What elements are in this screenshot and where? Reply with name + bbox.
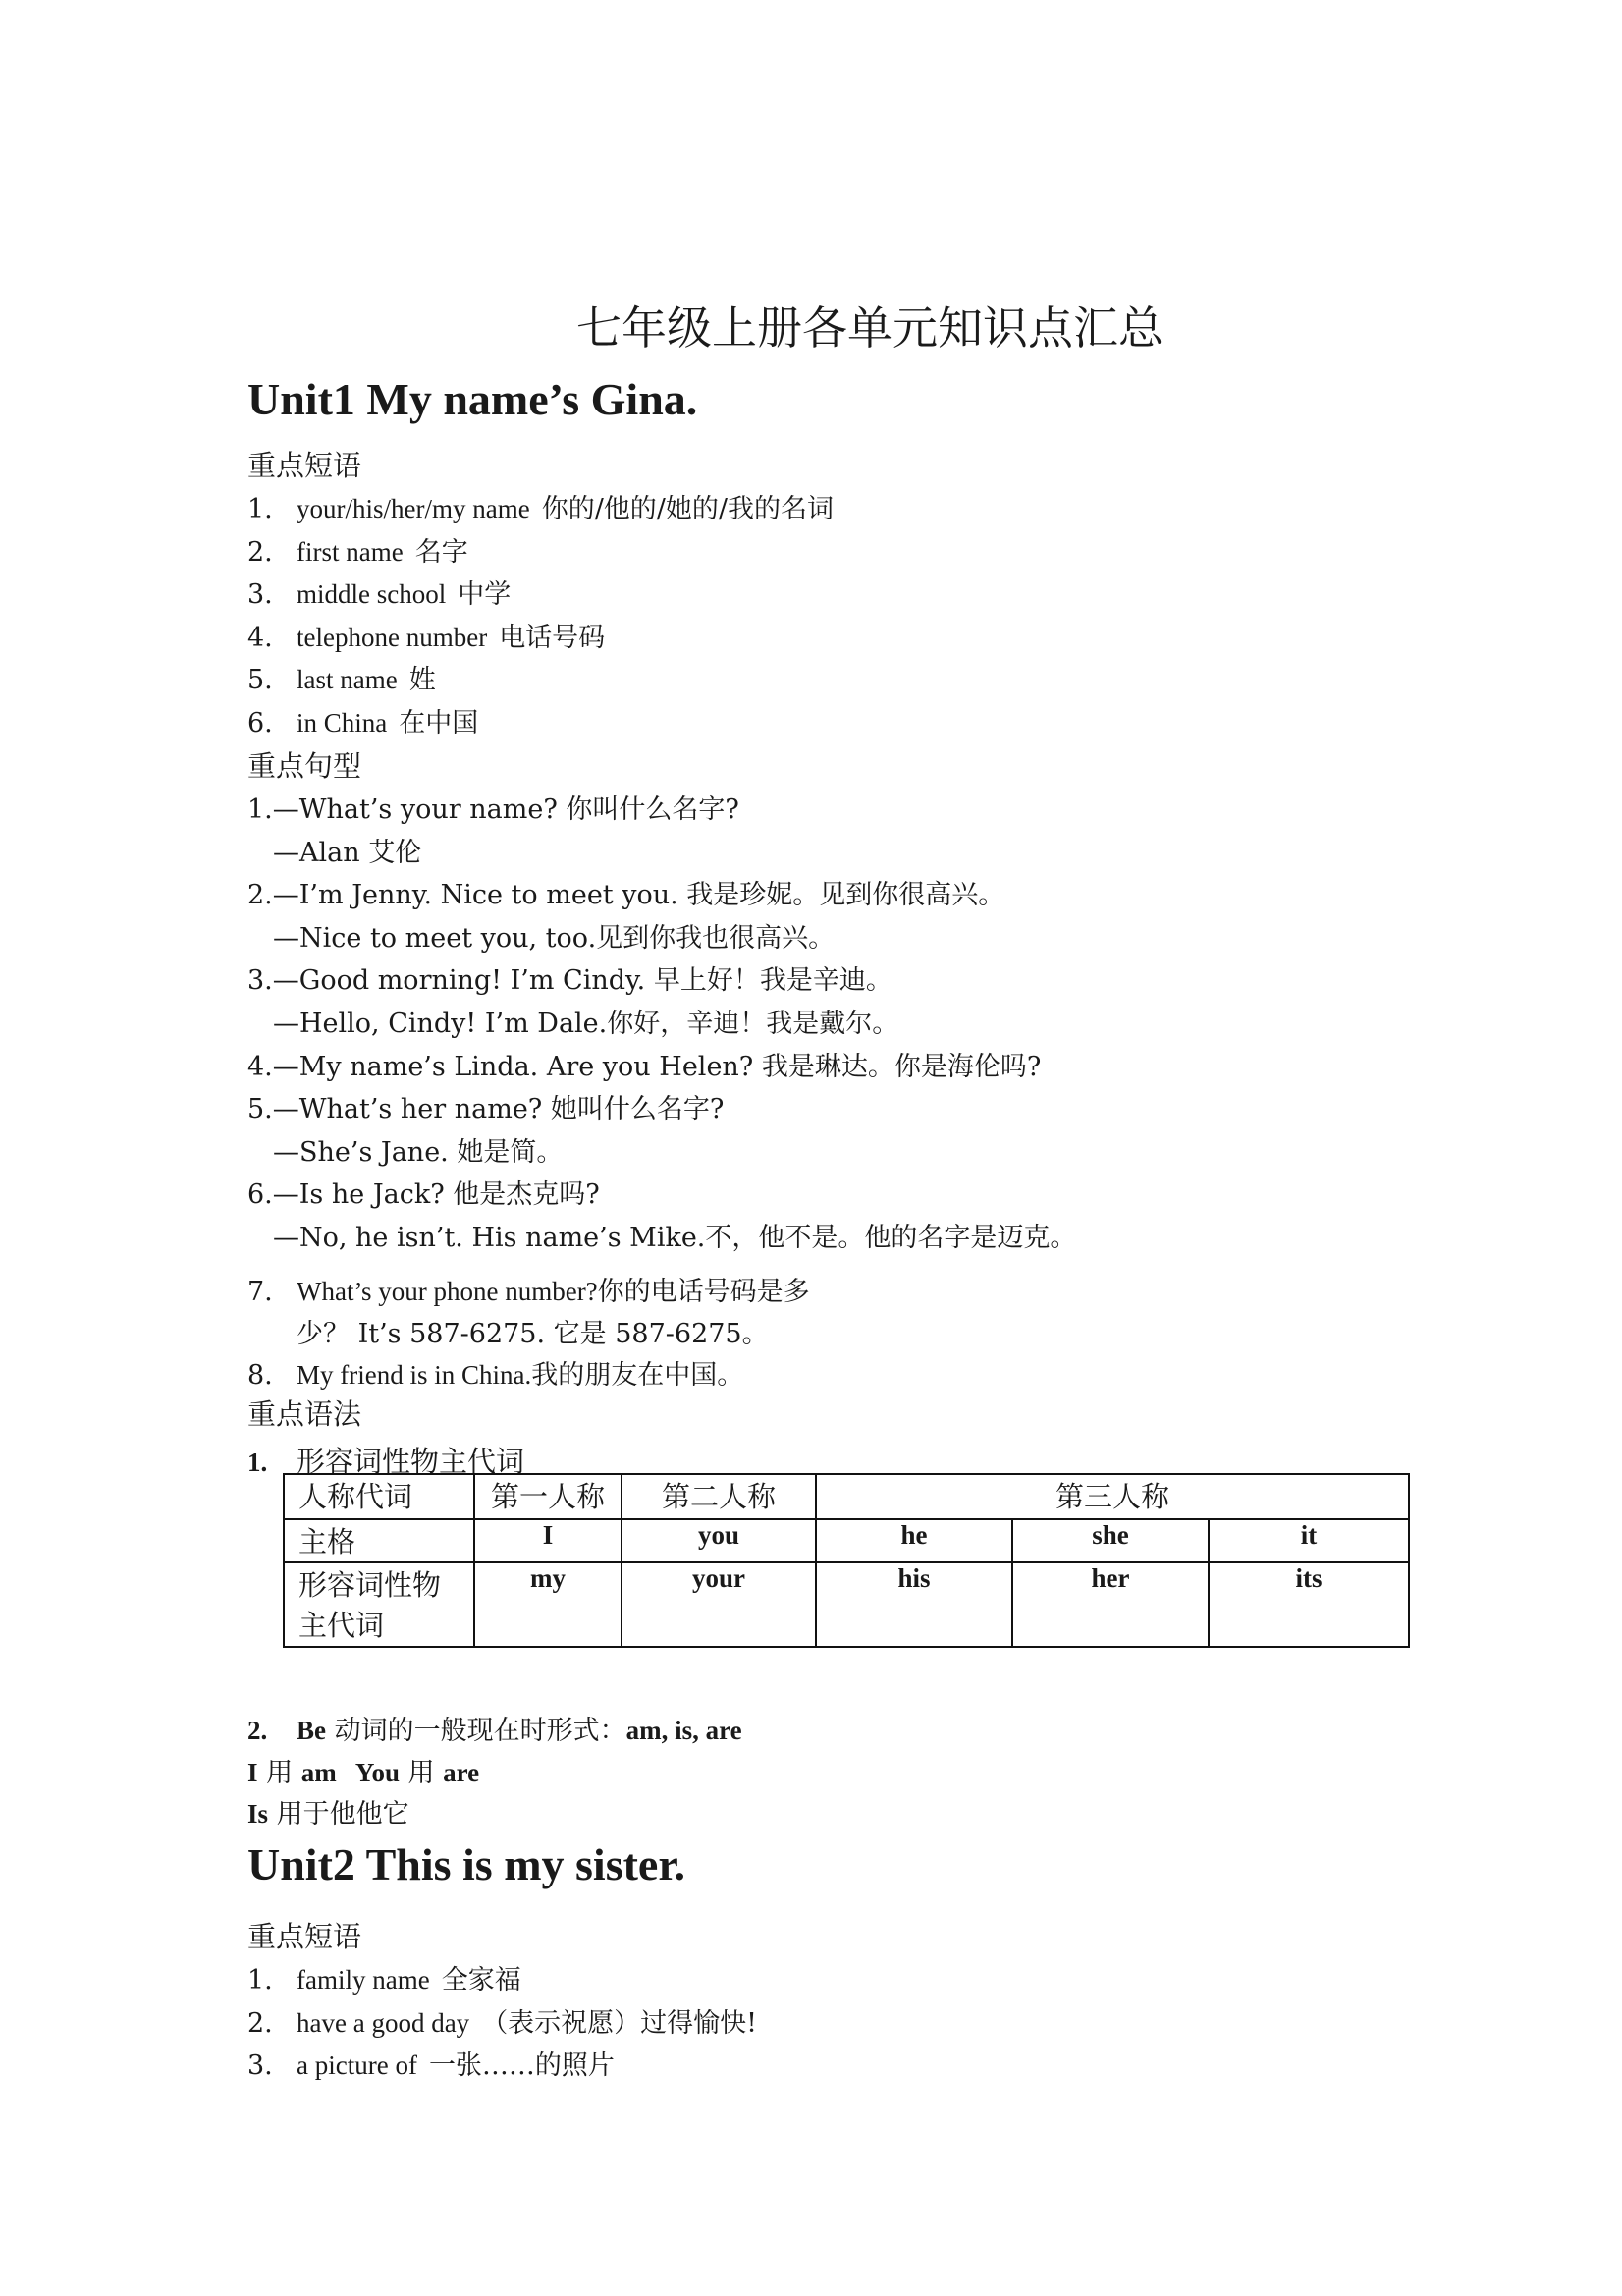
phrase-item	[247, 573, 511, 611]
phrase-item	[247, 487, 834, 525]
table-cell: her	[1012, 1562, 1209, 1647]
phrase-english: have a good day	[297, 2007, 470, 2038]
phrase-chinese: 名字	[414, 536, 468, 568]
phrase-chinese: 中学	[458, 579, 512, 610]
table-cell: your	[622, 1562, 816, 1647]
table-header-cell: 第一人称	[474, 1474, 622, 1519]
phrase-number: 1.	[247, 494, 273, 524]
table-header-cell: 人称代词	[284, 1474, 474, 1519]
phrase-chinese: 一张……的照片	[428, 2050, 615, 2081]
sentence-line: —She’s Jane. 她是简。	[273, 1136, 564, 1168]
table-cell: it	[1209, 1519, 1409, 1562]
rule-run: I	[247, 1758, 258, 1787]
phrase-chinese: （表示祝愿）过得愉快!	[481, 2007, 758, 2039]
row-label-line: 形容词性物	[298, 1568, 442, 1602]
phrase-chinese: 电话号码	[499, 622, 606, 653]
page-title: 七年级上册各单元知识点汇总	[576, 301, 1163, 355]
phrase-item	[247, 616, 605, 654]
rule-run: are	[443, 1758, 480, 1787]
phrase-english: middle school	[297, 579, 447, 609]
phrase-english: telephone number	[297, 622, 488, 652]
unit2-heading: Unit2 This is my sister.	[247, 1839, 686, 1889]
phrase-chinese: 全家福	[441, 1965, 521, 1995]
unit1-phrases-label: 重点短语	[247, 449, 362, 482]
unit1-sentences-label: 重点句型	[247, 749, 362, 783]
pronoun-table	[283, 1473, 1410, 1648]
table-cell: he	[816, 1519, 1012, 1562]
grammar-text: 动词的一般现在时形式：	[334, 1716, 626, 1746]
table-cell: I	[474, 1519, 622, 1562]
phrase-english: your/his/her/my name	[297, 494, 530, 523]
table-header-cell: 第三人称	[816, 1474, 1409, 1519]
unit1-sentence-7	[247, 1270, 810, 1308]
sentence-line: —Nice to meet you, too.见到你我也很高兴。	[273, 922, 836, 954]
phrase-english: a picture of	[297, 2050, 417, 2080]
table-row-label: 主格	[284, 1519, 474, 1562]
sentence-line: 5.—What’s her name? 她叫什么名字?	[247, 1094, 725, 1125]
table-cell: she	[1012, 1519, 1209, 1562]
phrase-number: 1.	[247, 1965, 273, 1995]
sentence-line: 2.—I’m Jenny. Nice to meet you. 我是珍妮。见到你很高兴。	[247, 880, 1005, 911]
phrase-item	[247, 530, 468, 569]
rule-run: You	[336, 1758, 400, 1787]
table-cell: my	[474, 1562, 622, 1647]
sentence-line: —Alan 艾伦	[273, 837, 422, 868]
grammar-number: 1.	[247, 1448, 268, 1477]
phrase-number: 3.	[247, 2050, 273, 2081]
sentence-text: My friend is in China.我的朋友在中国。	[297, 1360, 744, 1390]
sentence-text: What’s your phone number?你的电话号码是多	[297, 1277, 810, 1306]
sentence-number: 7.	[247, 1277, 273, 1307]
sentence-line: —Hello, Cindy! I’m Dale.你好，辛迪！我是戴尔。	[273, 1009, 899, 1039]
sentence-line: 1.—What’s your name? 你叫什么名字?	[247, 794, 739, 825]
unit1-grammar-label: 重点语法	[247, 1397, 362, 1431]
be-rule-1	[247, 1751, 479, 1789]
phrase-english: family name	[297, 1965, 430, 1995]
phrase-english: first name	[297, 536, 404, 567]
phrase-number: 4.	[247, 622, 273, 653]
sentence-line: 3.—Good morning! I’m Cindy. 早上好！我是辛迪。	[247, 965, 892, 997]
sentence-number: 8.	[247, 1360, 273, 1391]
table-row-label	[284, 1562, 474, 1647]
table-cell: his	[816, 1562, 1012, 1647]
phrase-number: 3.	[247, 579, 273, 610]
unit1-sentence-8	[247, 1353, 743, 1392]
phrase-number: 2.	[247, 2007, 273, 2039]
phrase-number: 5.	[247, 665, 273, 695]
phrase-item	[247, 658, 436, 696]
grammar-number: 2.	[247, 1716, 268, 1745]
be-word: Be	[297, 1716, 326, 1745]
phrase-english: last name	[297, 665, 398, 694]
rule-run: 用	[257, 1758, 301, 1788]
table-header-cell: 第二人称	[622, 1474, 816, 1519]
table-cell: its	[1209, 1562, 1409, 1647]
rule-run: 用	[399, 1758, 444, 1788]
phrase-chinese: 在中国	[399, 707, 479, 738]
grammar-title: 形容词性物主代词	[297, 1445, 525, 1478]
grammar-item-2	[247, 1709, 742, 1747]
rule-text: 用于他他它	[268, 1799, 409, 1830]
unit2-phrases-label: 重点短语	[247, 1920, 362, 1953]
phrase-item	[247, 1958, 521, 1996]
phrase-number: 6.	[247, 707, 273, 738]
phrase-number: 2.	[247, 536, 273, 568]
phrase-english: in China	[297, 707, 388, 738]
phrase-chinese: 姓	[408, 665, 436, 695]
row-label-line: 主代词	[298, 1609, 385, 1642]
table-cell: you	[622, 1519, 816, 1562]
unit1-heading: Unit1 My name’s Gina.	[247, 374, 698, 424]
phrase-item	[247, 2001, 757, 2040]
phrase-item	[247, 2044, 615, 2082]
is-word: Is	[247, 1799, 269, 1829]
unit1-sentence-7-cont: 少？ It’s 587-6275. 它是 587-6275。	[297, 1319, 769, 1349]
be-forms: am, is, are	[625, 1716, 742, 1745]
sentence-line: 4.—My name’s Linda. Are you Helen? 我是琳达。你是海伦吗?	[247, 1051, 1042, 1082]
rule-run: am	[300, 1758, 337, 1787]
phrase-chinese: 你的/他的/她的/我的名词	[541, 494, 834, 524]
sentence-line: 6.—Is he Jack? 他是杰克吗?	[247, 1179, 600, 1211]
be-rule-2	[247, 1792, 409, 1831]
sentence-line: —No, he isn’t. His name’s Mike.不，他不是。他的名字是迈克。	[273, 1223, 1077, 1253]
phrase-item	[247, 701, 478, 739]
